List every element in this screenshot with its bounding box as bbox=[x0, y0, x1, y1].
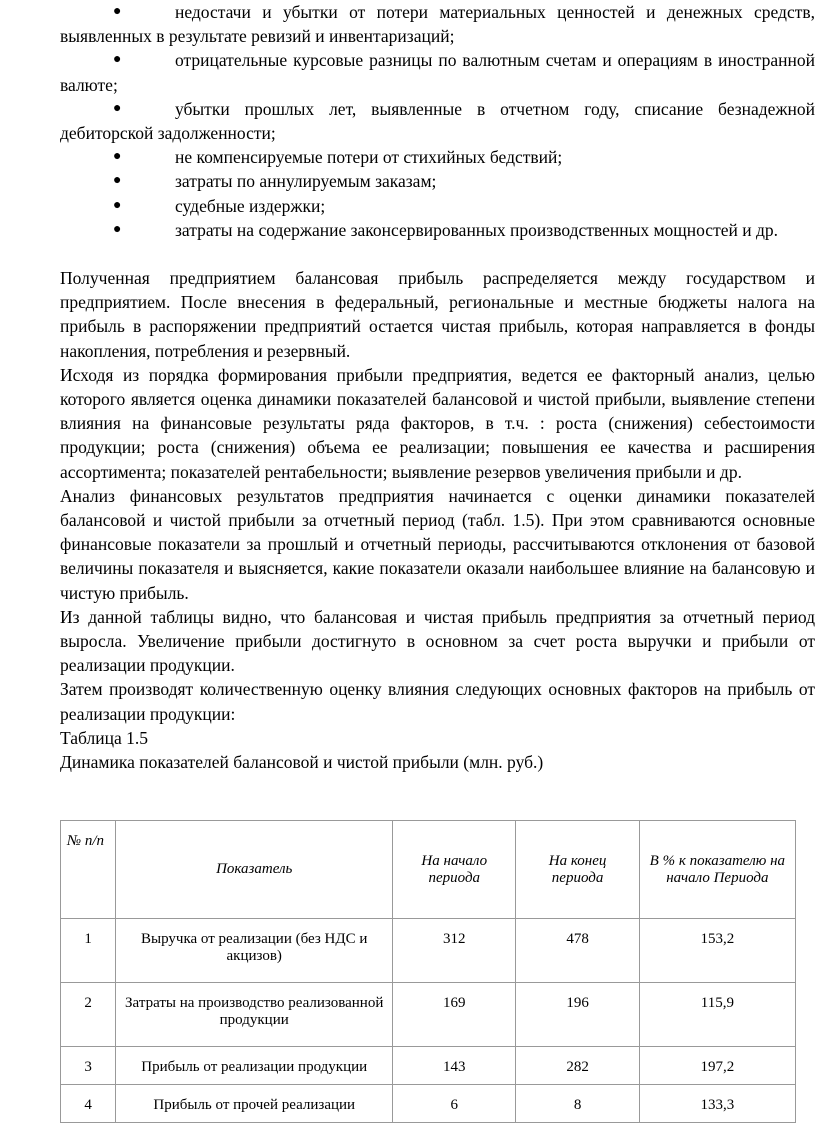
data-table bbox=[60, 820, 796, 1123]
table-header-cell: В % к показателю на начало Периода bbox=[639, 821, 795, 919]
list-item-text: недостачи и убытки от потери материальных ценностей и денежных средств, выявленных в результате ревизий и инвентаризаций; bbox=[60, 2, 815, 47]
paragraph bbox=[60, 677, 815, 725]
paragraph-text: Полученная предприятием балансовая прибыль распределяется между государством и предприятием. После внесения в федеральный, региональные и местные бюджеты налога на прибыль в распоряжении предприятий остается чистая прибыль, которая направляется в фонды накопления, потребления и резервный. bbox=[60, 268, 815, 361]
table-cell: 478 bbox=[516, 919, 639, 983]
table-cell: 153,2 bbox=[639, 919, 795, 983]
table-cell: 282 bbox=[516, 1047, 639, 1085]
table-header-cell: На конец периода bbox=[516, 821, 639, 919]
bullet-icon: ● bbox=[113, 52, 122, 68]
table-cell: 8 bbox=[516, 1085, 639, 1123]
list-item-text: судебные издержки; bbox=[175, 195, 326, 216]
bullet-icon: ● bbox=[113, 100, 122, 116]
list-item bbox=[60, 48, 815, 96]
list-item bbox=[60, 145, 815, 169]
table-cell: Затраты на производство реализованной продукции bbox=[116, 983, 393, 1047]
bullet-icon: ● bbox=[113, 221, 122, 237]
bullet-icon: ● bbox=[113, 173, 122, 189]
table-cell: Прибыль от реализации продукции bbox=[116, 1047, 393, 1085]
table-cell: 197,2 bbox=[639, 1047, 795, 1085]
table-cell: Выручка от реализации (без НДС и акцизов) bbox=[116, 919, 393, 983]
list-item bbox=[60, 169, 815, 193]
table-row bbox=[61, 983, 796, 1047]
table-cell: Прибыль от прочей реализации bbox=[116, 1085, 393, 1123]
table-row bbox=[61, 1047, 796, 1085]
list-item bbox=[60, 97, 815, 145]
table-header-cell: На начало периода bbox=[393, 821, 516, 919]
paragraph-text: Затем производят количественную оценку влияния следующих основных факторов на прибыль от реализации продукции: bbox=[60, 679, 815, 724]
list-item-text: убытки прошлых лет, выявленные в отчетном году, списание безнадежной дебиторской задолженности; bbox=[60, 98, 815, 144]
list-item bbox=[60, 218, 815, 242]
bullet-icon: ● bbox=[113, 197, 122, 213]
table-cell: 312 bbox=[393, 919, 516, 983]
table-header-cell: Показатель bbox=[116, 821, 393, 919]
table-row bbox=[61, 1085, 796, 1123]
document-body bbox=[60, 0, 815, 774]
table-cell: 4 bbox=[61, 1085, 116, 1123]
table-cell: 143 bbox=[393, 1047, 516, 1085]
table-title: Динамика показателей балансовой и чистой прибыли (млн. руб.) bbox=[60, 752, 544, 773]
table-cell: 6 bbox=[393, 1085, 516, 1123]
bullet-icon: ● bbox=[113, 149, 122, 165]
table-label: Таблица 1.5 bbox=[60, 727, 148, 748]
table-header-cell: № п/п bbox=[61, 821, 116, 919]
paragraph-text: Анализ финансовых результатов предприятия начинается с оценки динамики показателей балансовой и чистой прибыли за отчетный период (табл. 1.5). При этом сравниваются основные финансовые показатели за прошлый и отчетный периоды, рассчитываются отклонения от базовой величины показателя и выясняется, какие показатели оказали наибольшее влияние на балансовую и чистую прибыль. bbox=[60, 485, 815, 603]
table-header-row bbox=[61, 821, 796, 919]
list-item bbox=[60, 194, 815, 218]
table-cell: 3 bbox=[61, 1047, 116, 1085]
bullet-icon: ● bbox=[113, 4, 122, 19]
paragraph-text: Исходя из порядка формирования прибыли предприятия, ведется ее факторный анализ, целью которого является оценка динамики показателей балансовой и чистой прибыли, выявление степени влияния на финансовые результаты ряда факторов, в т.ч. : роста (снижения) себестоимости продукции; роста (снижения) объема ее реализации; повышения ее качества и расширения ассортимента; показателей рентабельности; выявление резервов увеличения прибыли и др. bbox=[60, 364, 815, 482]
spacer bbox=[60, 242, 815, 266]
paragraph bbox=[60, 266, 815, 363]
table-row bbox=[61, 919, 796, 983]
table-cell: 2 bbox=[61, 983, 116, 1047]
paragraph-text: Из данной таблицы видно, что балансовая и чистая прибыль предприятия за отчетный период выросла. Увеличение прибыли достигнуто в основном за счет роста выручки и прибыли от реализации продукции. bbox=[60, 606, 815, 676]
list-item-text: затраты на содержание законсервированных производственных мощностей и др. bbox=[175, 219, 778, 240]
list-item-text: не компенсируемые потери от стихийных бедствий; bbox=[175, 147, 563, 168]
paragraph bbox=[60, 363, 815, 484]
list-item-text: отрицательные курсовые разницы по валютным счетам и операциям в иностранной валюте; bbox=[60, 50, 815, 95]
table-cell: 1 bbox=[61, 919, 116, 983]
table-cell: 169 bbox=[393, 983, 516, 1047]
table-cell: 115,9 bbox=[639, 983, 795, 1047]
paragraph bbox=[60, 605, 815, 678]
list-item-text: затраты по аннулируемым заказам; bbox=[175, 171, 437, 192]
paragraph bbox=[60, 484, 815, 605]
table-cell: 133,3 bbox=[639, 1085, 795, 1123]
table-cell: 196 bbox=[516, 983, 639, 1047]
list-item bbox=[60, 0, 815, 48]
